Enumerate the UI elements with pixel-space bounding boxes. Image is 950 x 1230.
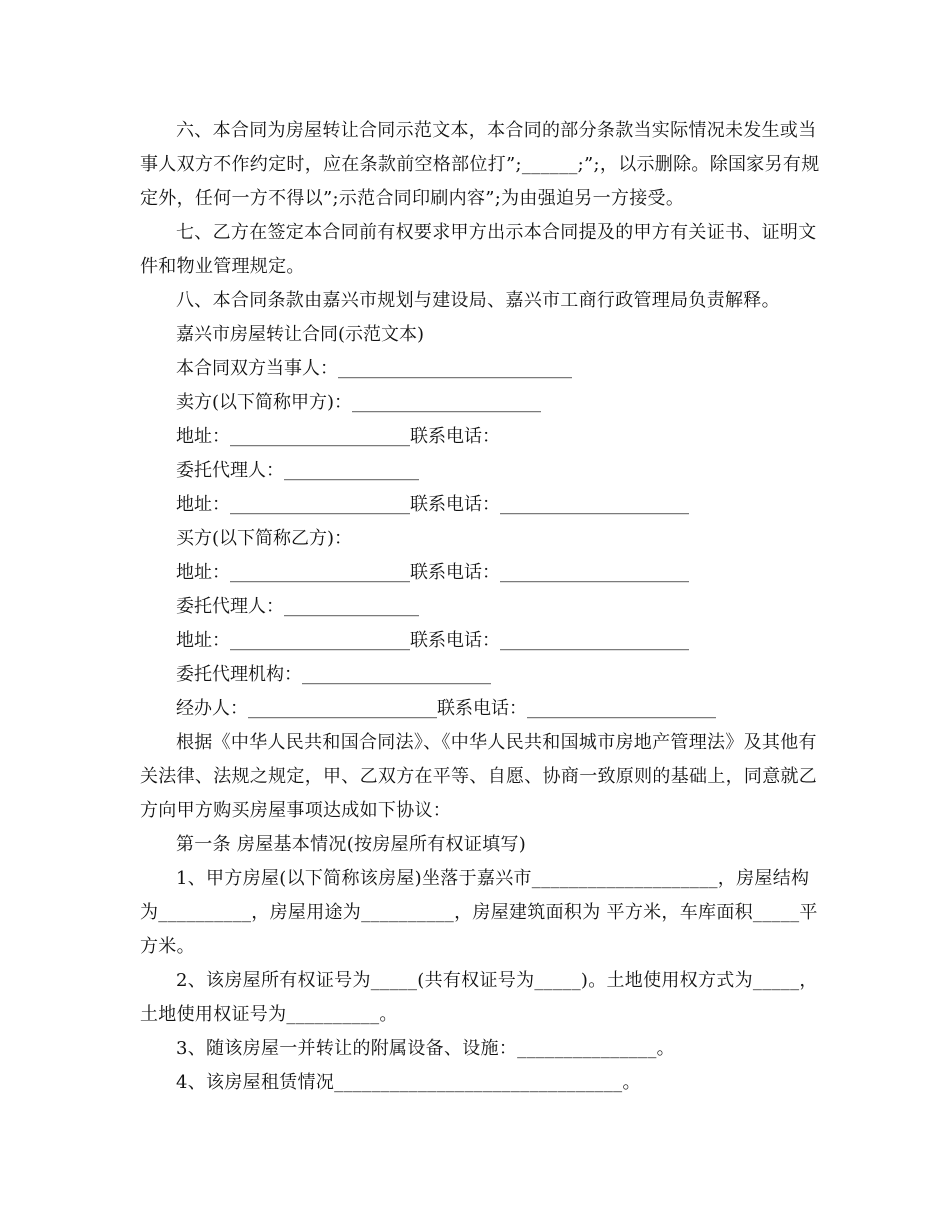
seller-line: 卖方(以下简称甲方)：_____________________ bbox=[176, 392, 542, 413]
parties-line: 本合同双方当事人：__________________________ bbox=[176, 358, 572, 379]
seller-address-line: 地址：____________________联系电话： bbox=[176, 426, 500, 447]
item-four: 4、该房屋租赁情况_______________________________。 bbox=[176, 1072, 641, 1093]
item-one: 1、甲方房屋(以下简称该房屋)坐落于嘉兴市____________________，房屋结构为__________，房屋用途为__________，房屋建筑面积为 平方米，车库面积_____平方米。 bbox=[140, 868, 818, 957]
clause-seven: 七、乙方在签定本合同前有权要求甲方出示本合同提及的甲方有关证书、证明文件和物业管理规定。 bbox=[140, 222, 817, 277]
buyer-line: 买方(以下简称乙方)： bbox=[176, 528, 353, 549]
document-body bbox=[140, 114, 820, 1100]
buyer-address-line: 地址：____________________联系电话：_____________________ bbox=[176, 562, 689, 583]
buyer-agent-line: 委托代理人：_______________ bbox=[176, 596, 419, 617]
clause-eight: 八、本合同条款由嘉兴市规划与建设局、嘉兴市工商行政管理局负责解释。 bbox=[176, 290, 780, 311]
agency-line: 委托代理机构：_____________________ bbox=[176, 664, 491, 685]
item-two: 2、该房屋所有权证号为_____(共有权证号为_____)。土地使用权方式为_____，土地使用权证号为__________。 bbox=[140, 970, 818, 1025]
item-three: 3、随该房屋一并转让的附属设备、设施：_______________。 bbox=[176, 1038, 675, 1059]
buyer-agent-address-line: 地址：____________________联系电话：_____________________ bbox=[176, 630, 689, 651]
contract-title: 嘉兴市房屋转让合同(示范文本) bbox=[176, 324, 425, 345]
seller-agent-line: 委托代理人：_______________ bbox=[176, 460, 419, 481]
article-one-heading: 第一条 房屋基本情况(按房屋所有权证填写) bbox=[176, 834, 527, 855]
seller-agent-address-line: 地址：____________________联系电话：_____________________ bbox=[176, 494, 689, 515]
handler-line: 经办人：_____________________联系电话：_____________________ bbox=[176, 698, 716, 719]
preamble-paragraph: 根据《中华人民共和国合同法》、《中华人民共和国城市房地产管理法》及其他有关法律、法规之规定，甲、乙双方在平等、自愿、协商一致原则的基础上，同意就乙方向甲方购买房屋事项达成如下协议： bbox=[140, 732, 818, 821]
clause-six: 六、本合同为房屋转让合同示范文本，本合同的部分条款当实际情况未发生或当事人双方不作约定时，应在条款前空格部位打”;______;”;，以示删除。除国家另有规定外，任何一方不得以”;示范合同印刷内容”;为由强迫另一方接受。 bbox=[140, 120, 820, 209]
